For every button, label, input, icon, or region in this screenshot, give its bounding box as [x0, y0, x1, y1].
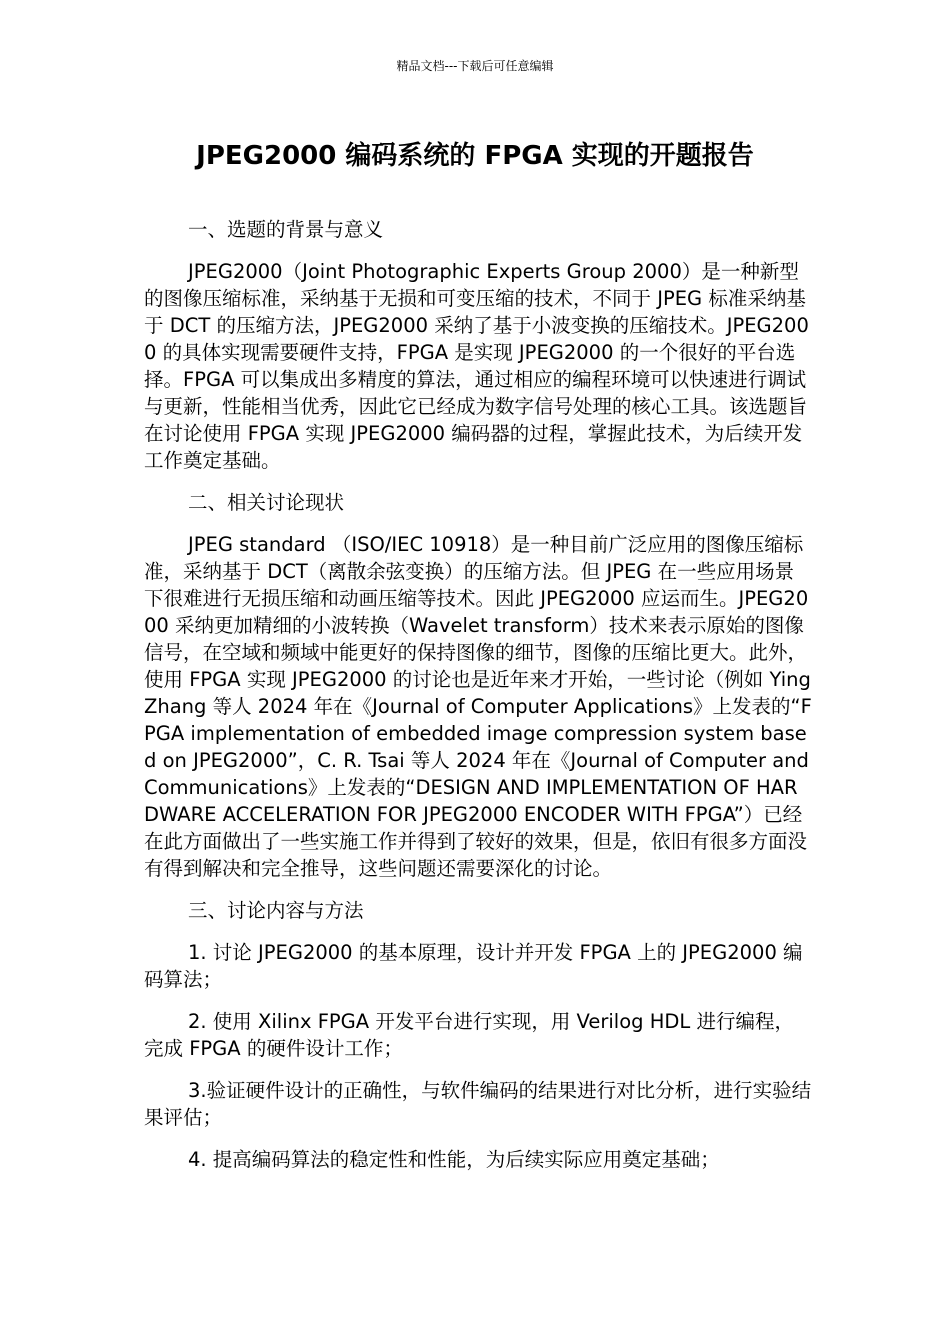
list-item-1: 1. 讨论 JPEG2000 的基本原理，设计并开发 FPGA 上的 JPEG2000 编码算法；	[144, 941, 803, 991]
document-title: JPEG2000 编码系统的 FPGA 实现的开题报告	[196, 141, 754, 171]
list-item-3: 3.验证硬件设计的正确性，与软件编码的结果进行对比分析，进行实验结果评估；	[144, 1079, 812, 1129]
header-note: 精品文档---下载后可任意编辑	[396, 59, 554, 73]
paragraph-related-work: JPEG standard （ISO/IEC 10918）是一种目前广泛应用的图像压缩标准，采纳基于 DCT（离散余弦变换）的压缩方法。但 JPEG 在一些应用场景下很难进行无损压缩和动画压缩等技术。因此 JPEG2000 应运而生。JPEG2000 采纳更加精细的小波转换（Wavelet transform）技术来表示原始的图像信号，在空域和频域中能更好的保持图像的细节，图像的压缩比更大。此外，使用 FPGA 实现 JPEG2000 的讨论也是近年来才开始，一些讨论（例如 Ying Zhang 等人 2024 年在《Journal of Computer Applications》上发表的“FPGA implementation of embedded image compression system based on JPEG2000”，C. R. Tsai 等人 2024 年在《Journal of Computer and Communications》上发表的“DESIGN AND IMPLEMENTATION OF HARDWARE ACCELERATION FOR JPEG2000 ENCODER WITH FPGA”）已经在此方面做出了一些实施工作并得到了较好的效果，但是，依旧有很多方面没有得到解决和完全推导，这些问题还需要深化的讨论。	[144, 533, 812, 880]
document-body	[144, 216, 812, 1188]
section-heading-related-work: 二、相关讨论现状	[188, 491, 345, 514]
section-heading-background: 一、选题的背景与意义	[188, 218, 384, 241]
paragraph-background: JPEG2000（Joint Photographic Experts Group 2000）是一种新型的图像压缩标准，采纳基于无损和可变压缩的技术，不同于 JPEG 标准采纳基于 DCT 的压缩方法，JPEG2000 采纳了基于小波变换的压缩技术。JPEG2000 的具体实现需要硬件支持，FPGA 是实现 JPEG2000 的一个很好的平台选择。FPGA 可以集成出多精度的算法，通过相应的编程环境可以快速进行调试与更新，性能相当优秀，因此它已经成为数字信号处理的核心工具。该选题旨在讨论使用 FPGA 实现 JPEG2000 编码器的过程，掌握此技术，为后续开发工作奠定基础。	[144, 260, 809, 472]
list-item-2: 2. 使用 Xilinx FPGA 开发平台进行实现，用 Verilog HDL 进行编程，完成 FPGA 的硬件设计工作；	[144, 1010, 794, 1060]
section-heading-content-methods: 三、讨论内容与方法	[188, 899, 364, 922]
list-item-4: 4. 提高编码算法的稳定性和性能，为后续实际应用奠定基础；	[188, 1148, 720, 1171]
